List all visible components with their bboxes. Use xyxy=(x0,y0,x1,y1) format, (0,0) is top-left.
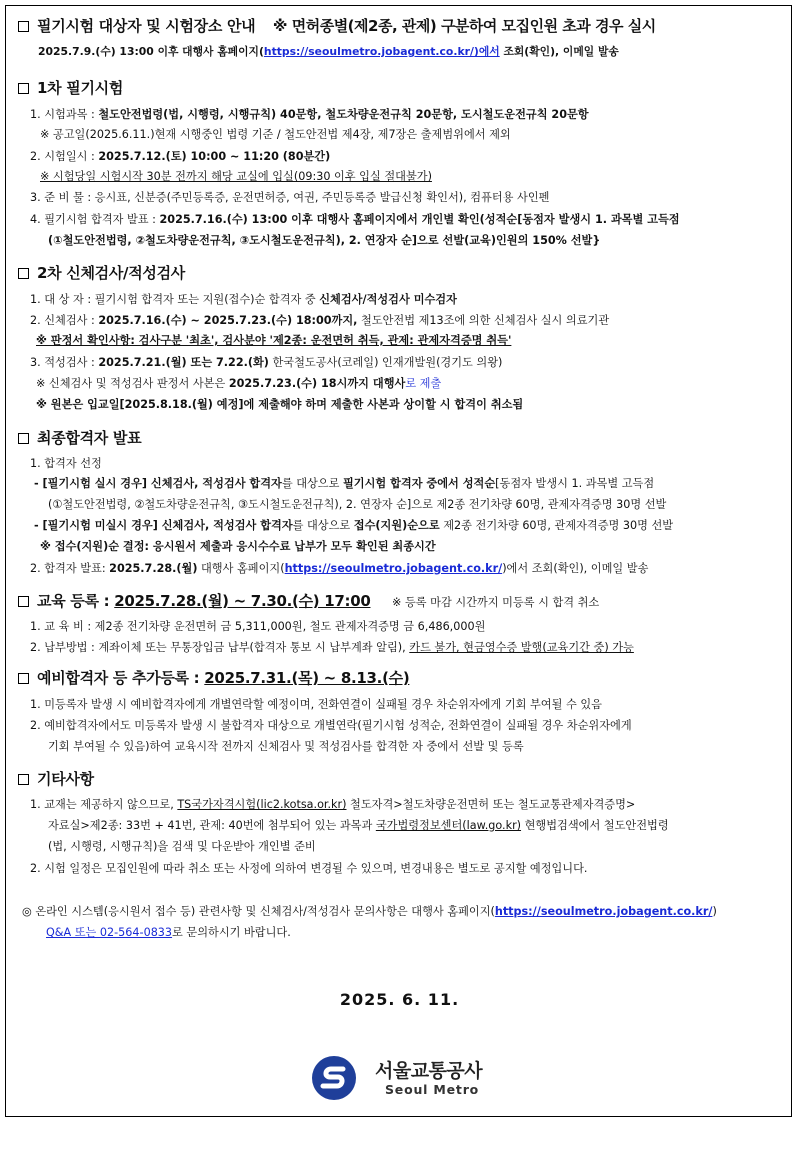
checkbox-icon xyxy=(18,673,29,684)
checkbox-icon xyxy=(18,268,29,279)
sec3-line-2: - [필기시험 실시 경우] 신체검사, 적성검사 합격자를 대상으로 필기시험 합격자 중에서 성적순[동점자 발생시 1. 과목별 고득점 xyxy=(34,477,655,490)
sec3-line-3: (①철도안전법령, ②철도차량운전규칙, ③도시철도운전규칙), 2. 연장자 순]으로 제2종 전기차량 60명, 관제자격증명 30명 선발 xyxy=(48,498,667,511)
header-row xyxy=(18,18,656,36)
agency-link[interactable]: https://seoulmetro.jobagent.co.kr/ xyxy=(494,905,713,918)
section-5-heading: 예비합격자 등 추가등록 : 2025.7.31.(목) ~ 8.13.(수) xyxy=(18,670,409,688)
header-note: ※ 면허종별(제2종, 관제) 구분하여 모집인원 초과 경우 실시 xyxy=(272,17,656,35)
sec3-line-1: 1. 합격자 선정 xyxy=(30,457,102,470)
sec3-line-5: ※ 접수(지원)순 결정: 응시원서 제출과 응시수수료 납부가 모두 확인된 최종시간 xyxy=(40,540,436,553)
sec1-line-2: ※ 공고일(2025.6.11.)현재 시행중인 법령 기준 / 철도안전법 제4장, 제7장은 출제범위에서 제외 xyxy=(40,128,511,141)
section-1-heading: 1차 필기시험 xyxy=(18,80,123,98)
logo-english-name: Seoul Metro xyxy=(385,1082,480,1097)
sec3-line-4: - [필기시험 미실시 경우] 신체검사, 적성검사 합격자를 대상으로 접수(지원)순으로 제2종 전기차량 60명, 관제자격증명 30명 선발 xyxy=(34,519,674,532)
qa-link[interactable]: Q&A 또는 02-564-0833 xyxy=(46,926,173,939)
sec4-line-2: 2. 납부방법 : 계좌이체 또는 무통장입금 납부(합격자 통보 시 납부계좌 알림), 카드 불가, 현금영수증 발행(교육기간 중) 가능 xyxy=(30,641,634,654)
sec1-line-5: 3. 준 비 물 : 응시표, 신분증(주민등록증, 운전면허증, 여권, 주민등록증 발급신청 확인서), 컴퓨터용 사인펜 xyxy=(30,191,550,204)
sec6-line-2: 자료실>제2종: 33번 + 41번, 관제: 40번에 첨부되어 있는 과목과 국가법령정보센터(law.go.kr) 현행법검색에서 철도안전법령 xyxy=(48,819,669,832)
checkbox-icon xyxy=(18,21,29,32)
sec1-line-6: 4. 필기시험 합격자 발표 : 2025.7.16.(수) 13:00 이후 대행사 홈페이지에서 개인별 확인(성적순[동점자 발생시 1. 과목별 고득점 xyxy=(30,213,680,226)
sec1-line-4: ※ 시험당일 시험시작 30분 전까지 해당 교실에 입실(09:30 이후 입실 절대불가) xyxy=(40,170,432,183)
agency-link[interactable]: https://seoulmetro.jobagent.co.kr/ xyxy=(284,562,503,575)
sec6-line-4: 2. 시험 일정은 모집인원에 따라 취소 또는 사정에 의하여 변경될 수 있으며, 변경내용은 별도로 공지할 예정입니다. xyxy=(30,862,588,875)
agency-link[interactable]: https://seoulmetro.jobagent.co.kr/)에서 xyxy=(263,45,500,58)
contact-line-2: Q&A 또는 02-564-0833로 문의하시기 바랍니다. xyxy=(46,926,291,939)
sec1-line-1: 1. 시험과목 : 철도안전법령(법, 시행령, 시행규칙) 40문항, 철도차량운전규칙 20문항, 도시철도운전규칙 20문항 xyxy=(30,108,589,121)
checkbox-icon xyxy=(18,596,29,607)
checkbox-icon xyxy=(18,433,29,444)
checkbox-icon xyxy=(18,83,29,94)
sec1-line-7: (①철도안전법령, ②철도차량운전규칙, ③도시철도운전규칙), 2. 연장자 순]으로 선발(교육)인원의 150% 선발} xyxy=(48,234,601,247)
section-3-heading: 최종합격자 발표 xyxy=(18,430,141,448)
sec6-line-3: (법, 시행령, 시행규칙)을 검색 및 다운받아 개인별 준비 xyxy=(48,840,316,853)
sec2-line-1: 1. 대 상 자 : 필기시험 합격자 또는 지원(접수)순 합격자 중 신체검사/적성검사 미수검자 xyxy=(30,293,457,306)
sec4-line-1: 1. 교 육 비 : 제2종 전기차량 운전면허 금 5,311,000원, 철도 관제자격증명 금 6,486,000원 xyxy=(30,620,486,633)
contact-line-1: ◎ 온라인 시스템(응시원서 접수 등) 관련사항 및 신체검사/적성검사 문의사항은 대행사 홈페이지(https://seoulmetro.jobagent.co.kr/) xyxy=(22,905,717,918)
section-6-heading: 기타사항 xyxy=(18,771,94,789)
sec2-line-3: ※ 판정서 확인사항: 검사구분 '최초', 검사분야 '제2종: 운전면허 취득, 관제: 관제자격증명 취득' xyxy=(36,334,512,347)
sec2-line-2: 2. 신체검사 : 2025.7.16.(수) ~ 2025.7.23.(수) 18:00까지, 철도안전법 제13조에 의한 신체검사 실시 의료기관 xyxy=(30,314,610,327)
sec2-line-5: ※ 신체검사 및 적성검사 판정서 사본은 2025.7.23.(수) 18시까지 대행사로 제출 xyxy=(36,377,442,390)
sec2-line-4: 3. 적성검사 : 2025.7.21.(월) 또는 7.22.(화) 한국철도공사(코레일) 인재개발원(경기도 의왕) xyxy=(30,356,503,369)
ts-link[interactable]: TS국가자격시험(lic2.kotsa.or.kr) xyxy=(177,798,347,811)
seoul-metro-logo-icon xyxy=(309,1055,359,1101)
page-title: 필기시험 대상자 및 시험장소 안내 xyxy=(37,17,256,35)
header-subline: 2025.7.9.(수) 13:00 이후 대행사 홈페이지(https://seoulmetro.jobagent.co.kr/)에서 조회(확인), 이메일 발송 xyxy=(38,45,619,58)
section-2-heading: 2차 신체검사/적성검사 xyxy=(18,265,185,283)
section-4-heading: 교육 등록 : 2025.7.28.(월) ~ 7.30.(수) 17:00 ※ 등록 마감 시간까지 미등록 시 합격 취소 xyxy=(18,593,599,611)
sec6-line-1: 1. 교재는 제공하지 않으므로, TS국가자격시험(lic2.kotsa.or.kr) 철도자격>철도차량운전면허 또는 철도교통관제자격증명> xyxy=(30,798,636,811)
logo-korean-name: 서울교통공사 xyxy=(375,1060,483,1082)
seoul-metro-logo xyxy=(309,1055,494,1101)
checkbox-icon xyxy=(18,774,29,785)
sec5-line-3: 기회 부여될 수 있음)하여 교육시작 전까지 신체검사 및 적성검사를 합격한 자 중에서 선발 및 등록 xyxy=(48,740,524,753)
law-link[interactable]: 국가법령정보센터(law.go.kr) xyxy=(375,819,522,832)
sec2-line-6: ※ 원본은 입교일[2025.8.18.(월) 예정]에 제출해야 하며 제출한 사본과 상이할 시 합격이 취소됨 xyxy=(36,398,524,411)
sec3-line-6: 2. 합격자 발표: 2025.7.28.(월) 대행사 홈페이지(https://seoulmetro.jobagent.co.kr/)에서 조회(확인), 이메일 발송 xyxy=(30,562,649,575)
sec5-line-2: 2. 예비합격자에서도 미등록자 발생 시 불합격자 대상으로 개별연락(필기시험 성적순, 전화연결이 실패될 경우 차순위자에게 xyxy=(30,719,632,732)
notice-date: 2025. 6. 11. xyxy=(339,990,460,1009)
sec5-line-1: 1. 미등록자 발생 시 예비합격자에게 개별연락할 예정이며, 전화연결이 실패될 경우 차순위자에게 기회 부여될 수 있음 xyxy=(30,698,602,711)
sec1-line-3: 2. 시험일시 : 2025.7.12.(토) 10:00 ~ 11:20 (80분간) xyxy=(30,150,331,163)
